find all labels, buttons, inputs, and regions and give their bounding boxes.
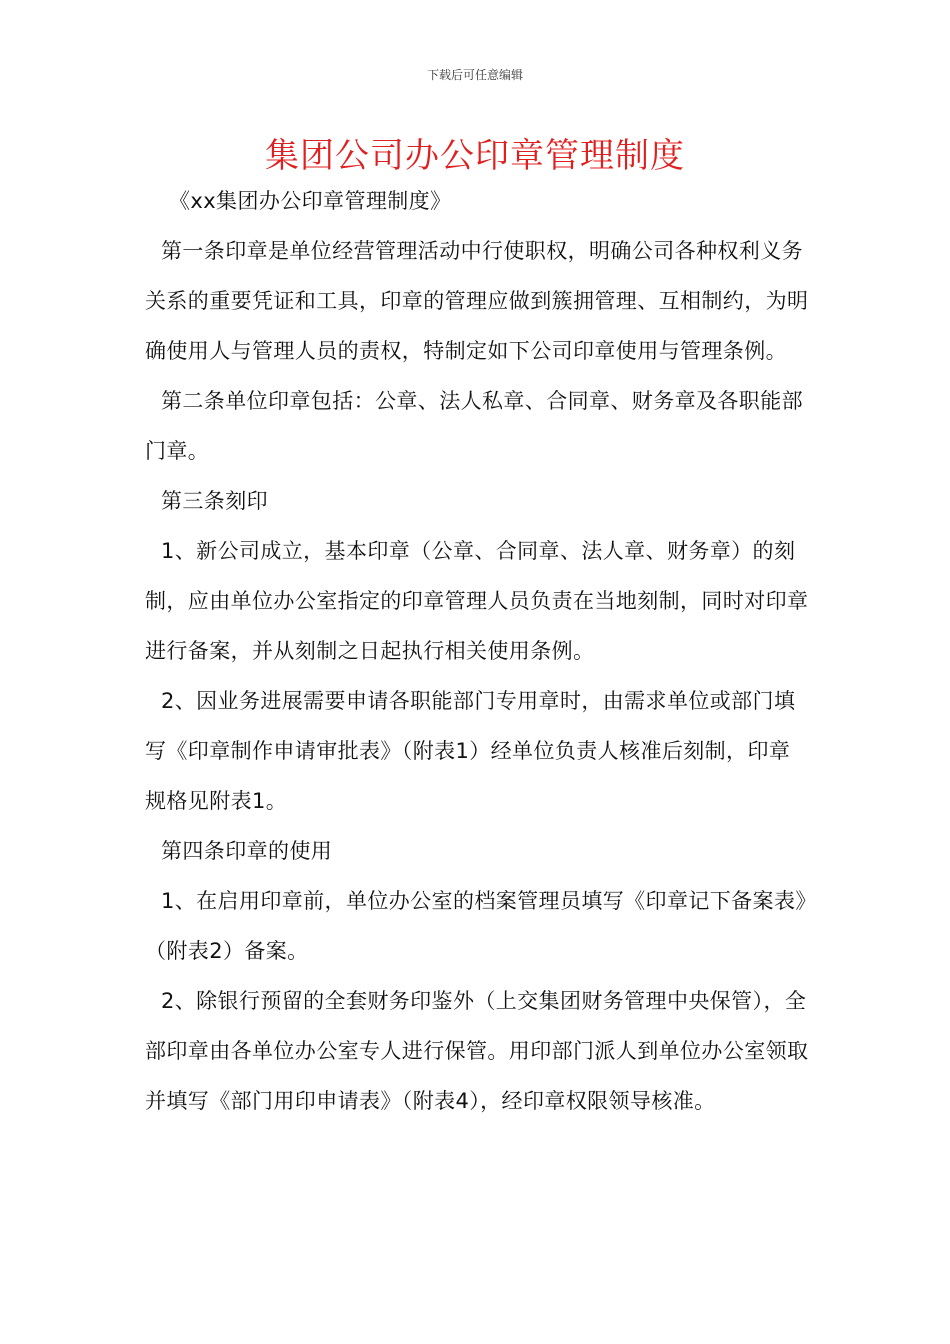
paragraph-article-3-item-1: 1、新公司成立，基本印章（公章、合同章、法人章、财务章）的刻制，应由单位办公室指定的印章管理人员负责在当地刻制，同时对印章进行备案，并从刻制之日起执行相关使用条例。 xyxy=(145,539,809,663)
paragraph-article-3-heading: 第三条刻印 xyxy=(161,489,268,513)
paragraph-article-4-heading: 第四条印章的使用 xyxy=(161,839,333,863)
paragraph-article-2: 第二条单位印章包括：公章、法人私章、合同章、财务章及各职能部门章。 xyxy=(145,389,803,463)
doc-subtitle: 《xx集团办公印章管理制度》 xyxy=(169,189,452,213)
paragraph-article-4-item-1: 1、在启用印章前，单位办公室的档案管理员填写《印章记下备案表》（附表2）备案。 xyxy=(145,889,807,963)
paragraph-article-3-item-2: 2、因业务进展需要申请各职能部门专用章时，由需求单位或部门填写《印章制作申请审批表》（附表1）经单位负责人核准后刻制，印章规格见附表1。 xyxy=(145,689,796,813)
paragraph-article-1: 第一条印章是单位经营管理活动中行使职权，明确公司各种权利义务关系的重要凭证和工具，印章的管理应做到簇拥管理、互相制约，为明确使用人与管理人员的责权，特制定如下公司印章使用与管理条例。 xyxy=(145,239,809,363)
document-title: 集团公司办公印章管理制度 xyxy=(265,136,685,176)
header-note: 下载后可任意编辑 xyxy=(426,68,523,82)
document-body xyxy=(145,176,810,1126)
paragraph-article-4-item-2: 2、除银行预留的全套财务印鉴外（上交集团财务管理中央保管），全部印章由各单位办公室专人进行保管。用印部门派人到单位办公室领取并填写《部门用印申请表》（附表4），经印章权限领导核准。 xyxy=(145,989,809,1113)
